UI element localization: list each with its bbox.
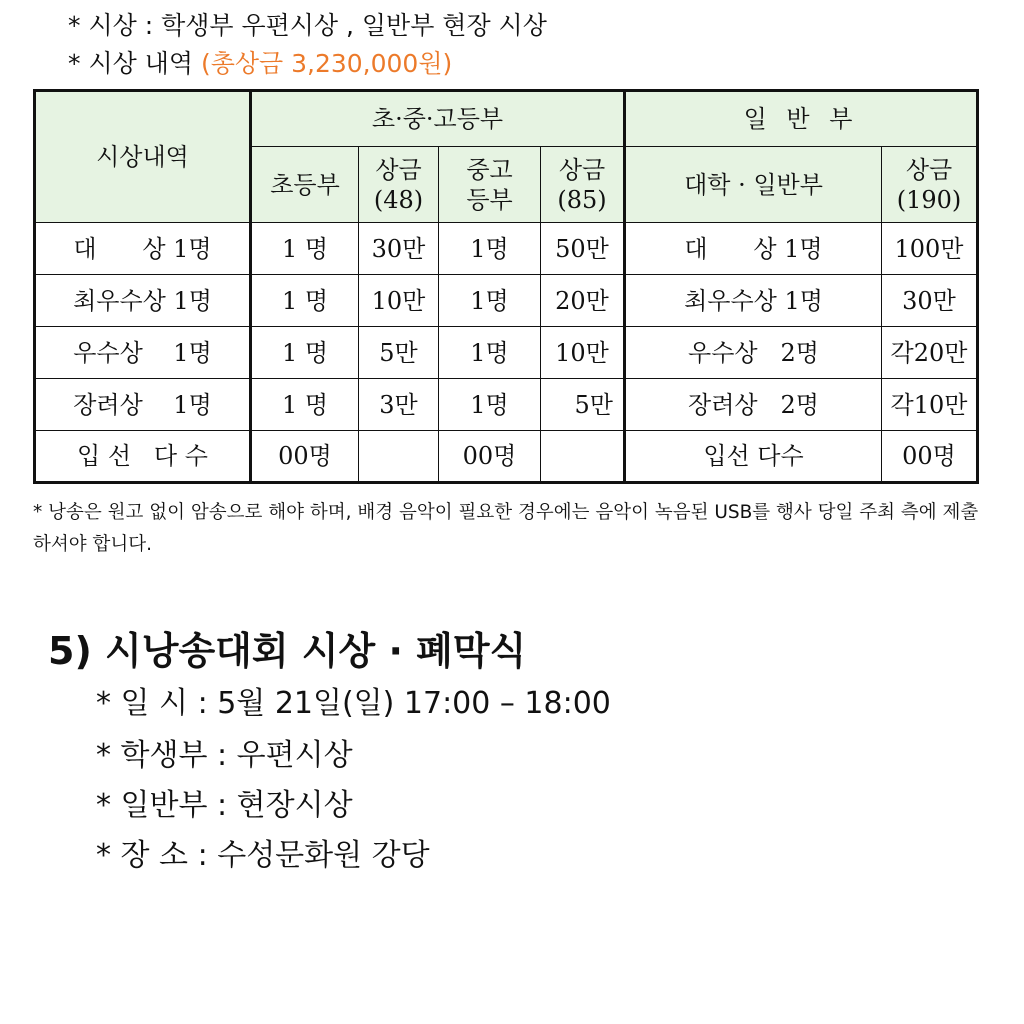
prize-count: (85)	[557, 185, 607, 214]
general-award-name: 우수상 2명	[625, 327, 882, 379]
total-prize-highlight: (총상금 3,230,000원)	[200, 49, 453, 78]
elementary-prize: 5만	[359, 327, 439, 379]
prize-label: 상금	[905, 155, 953, 184]
award-name: 입 선 다 수	[35, 431, 251, 483]
elementary-prize: 30만	[359, 223, 439, 275]
award-details-line	[68, 44, 452, 80]
header-elementary: 초등부	[251, 147, 359, 223]
elementary-count: 1 명	[251, 379, 359, 431]
submission-note: * 낭송은 원고 없이 암송으로 해야 하며, 배경 음악이 필요한 경우에는 음악이 녹음된 USB를 행사 당일 주최 측에 제출하셔야 합니다.	[33, 502, 979, 555]
prize-count: (48)	[373, 185, 424, 214]
middle-high-prize: 50만	[541, 223, 625, 275]
award-name: 최우수상 1명	[35, 275, 251, 327]
award-method-line: * 시상 : 학생부 우편시상 , 일반부 현장 시상	[68, 11, 547, 40]
prize-label: 상금	[375, 155, 422, 184]
middle-high-prize: 10만	[541, 327, 625, 379]
mid-label-b: 등부	[466, 185, 513, 214]
header-prize-middle-high	[541, 147, 625, 223]
general-award-name: 장려상 2명	[625, 379, 882, 431]
middle-high-count: 1명	[439, 275, 541, 327]
prize-count: (190)	[896, 185, 962, 214]
middle-high-count: 1명	[439, 223, 541, 275]
mid-label-a: 중고	[466, 155, 513, 184]
table-row	[35, 431, 978, 483]
prize-label: 상금	[558, 155, 606, 184]
header-student-division: 초·중·고등부	[251, 91, 625, 147]
header-award-category: 시상내역	[35, 91, 251, 223]
header-general-division: 일 반 부	[625, 91, 978, 147]
header-middle-high	[439, 147, 541, 223]
award-name: 우수상 1명	[35, 327, 251, 379]
middle-high-count: 1명	[439, 379, 541, 431]
table-row	[35, 223, 978, 275]
elementary-prize: 10만	[359, 275, 439, 327]
middle-high-prize	[541, 431, 625, 483]
general-award-name: 입선 다수	[625, 431, 882, 483]
section-title: 5) 시낭송대회 시상 · 폐막식	[48, 629, 527, 673]
general-prize: 100만	[882, 223, 978, 275]
award-name: 대 상 1명	[35, 223, 251, 275]
table-row	[35, 327, 978, 379]
middle-high-count: 1명	[439, 327, 541, 379]
middle-high-count: 00명	[439, 431, 541, 483]
student-award-method: * 학생부 : 우편시상	[96, 738, 353, 773]
award-details-label: * 시상 내역	[68, 49, 201, 78]
table-row	[35, 275, 978, 327]
table-row	[35, 379, 978, 431]
general-prize: 30만	[882, 275, 978, 327]
header-prize-general	[882, 147, 978, 223]
award-name: 장려상 1명	[35, 379, 251, 431]
ceremony-date: * 일 시 : 5월 21일(일) 17:00 – 18:00	[96, 686, 611, 721]
elementary-count: 1 명	[251, 327, 359, 379]
elementary-prize	[359, 431, 439, 483]
header-prize-elementary	[359, 147, 439, 223]
ceremony-place: * 장 소 : 수성문화원 강당	[96, 838, 430, 873]
elementary-count: 1 명	[251, 275, 359, 327]
middle-high-prize: 5만	[541, 379, 625, 431]
elementary-count: 1 명	[251, 223, 359, 275]
general-award-name: 최우수상 1명	[625, 275, 882, 327]
elementary-prize: 3만	[359, 379, 439, 431]
general-prize: 각20만	[882, 327, 978, 379]
general-prize: 각10만	[882, 379, 978, 431]
award-table	[33, 89, 979, 484]
middle-high-prize: 20만	[541, 275, 625, 327]
elementary-count: 00명	[251, 431, 359, 483]
general-award-method: * 일반부 : 현장시상	[96, 788, 353, 823]
general-award-name: 대 상 1명	[625, 223, 882, 275]
general-prize: 00명	[882, 431, 978, 483]
header-college-general: 대학 · 일반부	[625, 147, 882, 223]
